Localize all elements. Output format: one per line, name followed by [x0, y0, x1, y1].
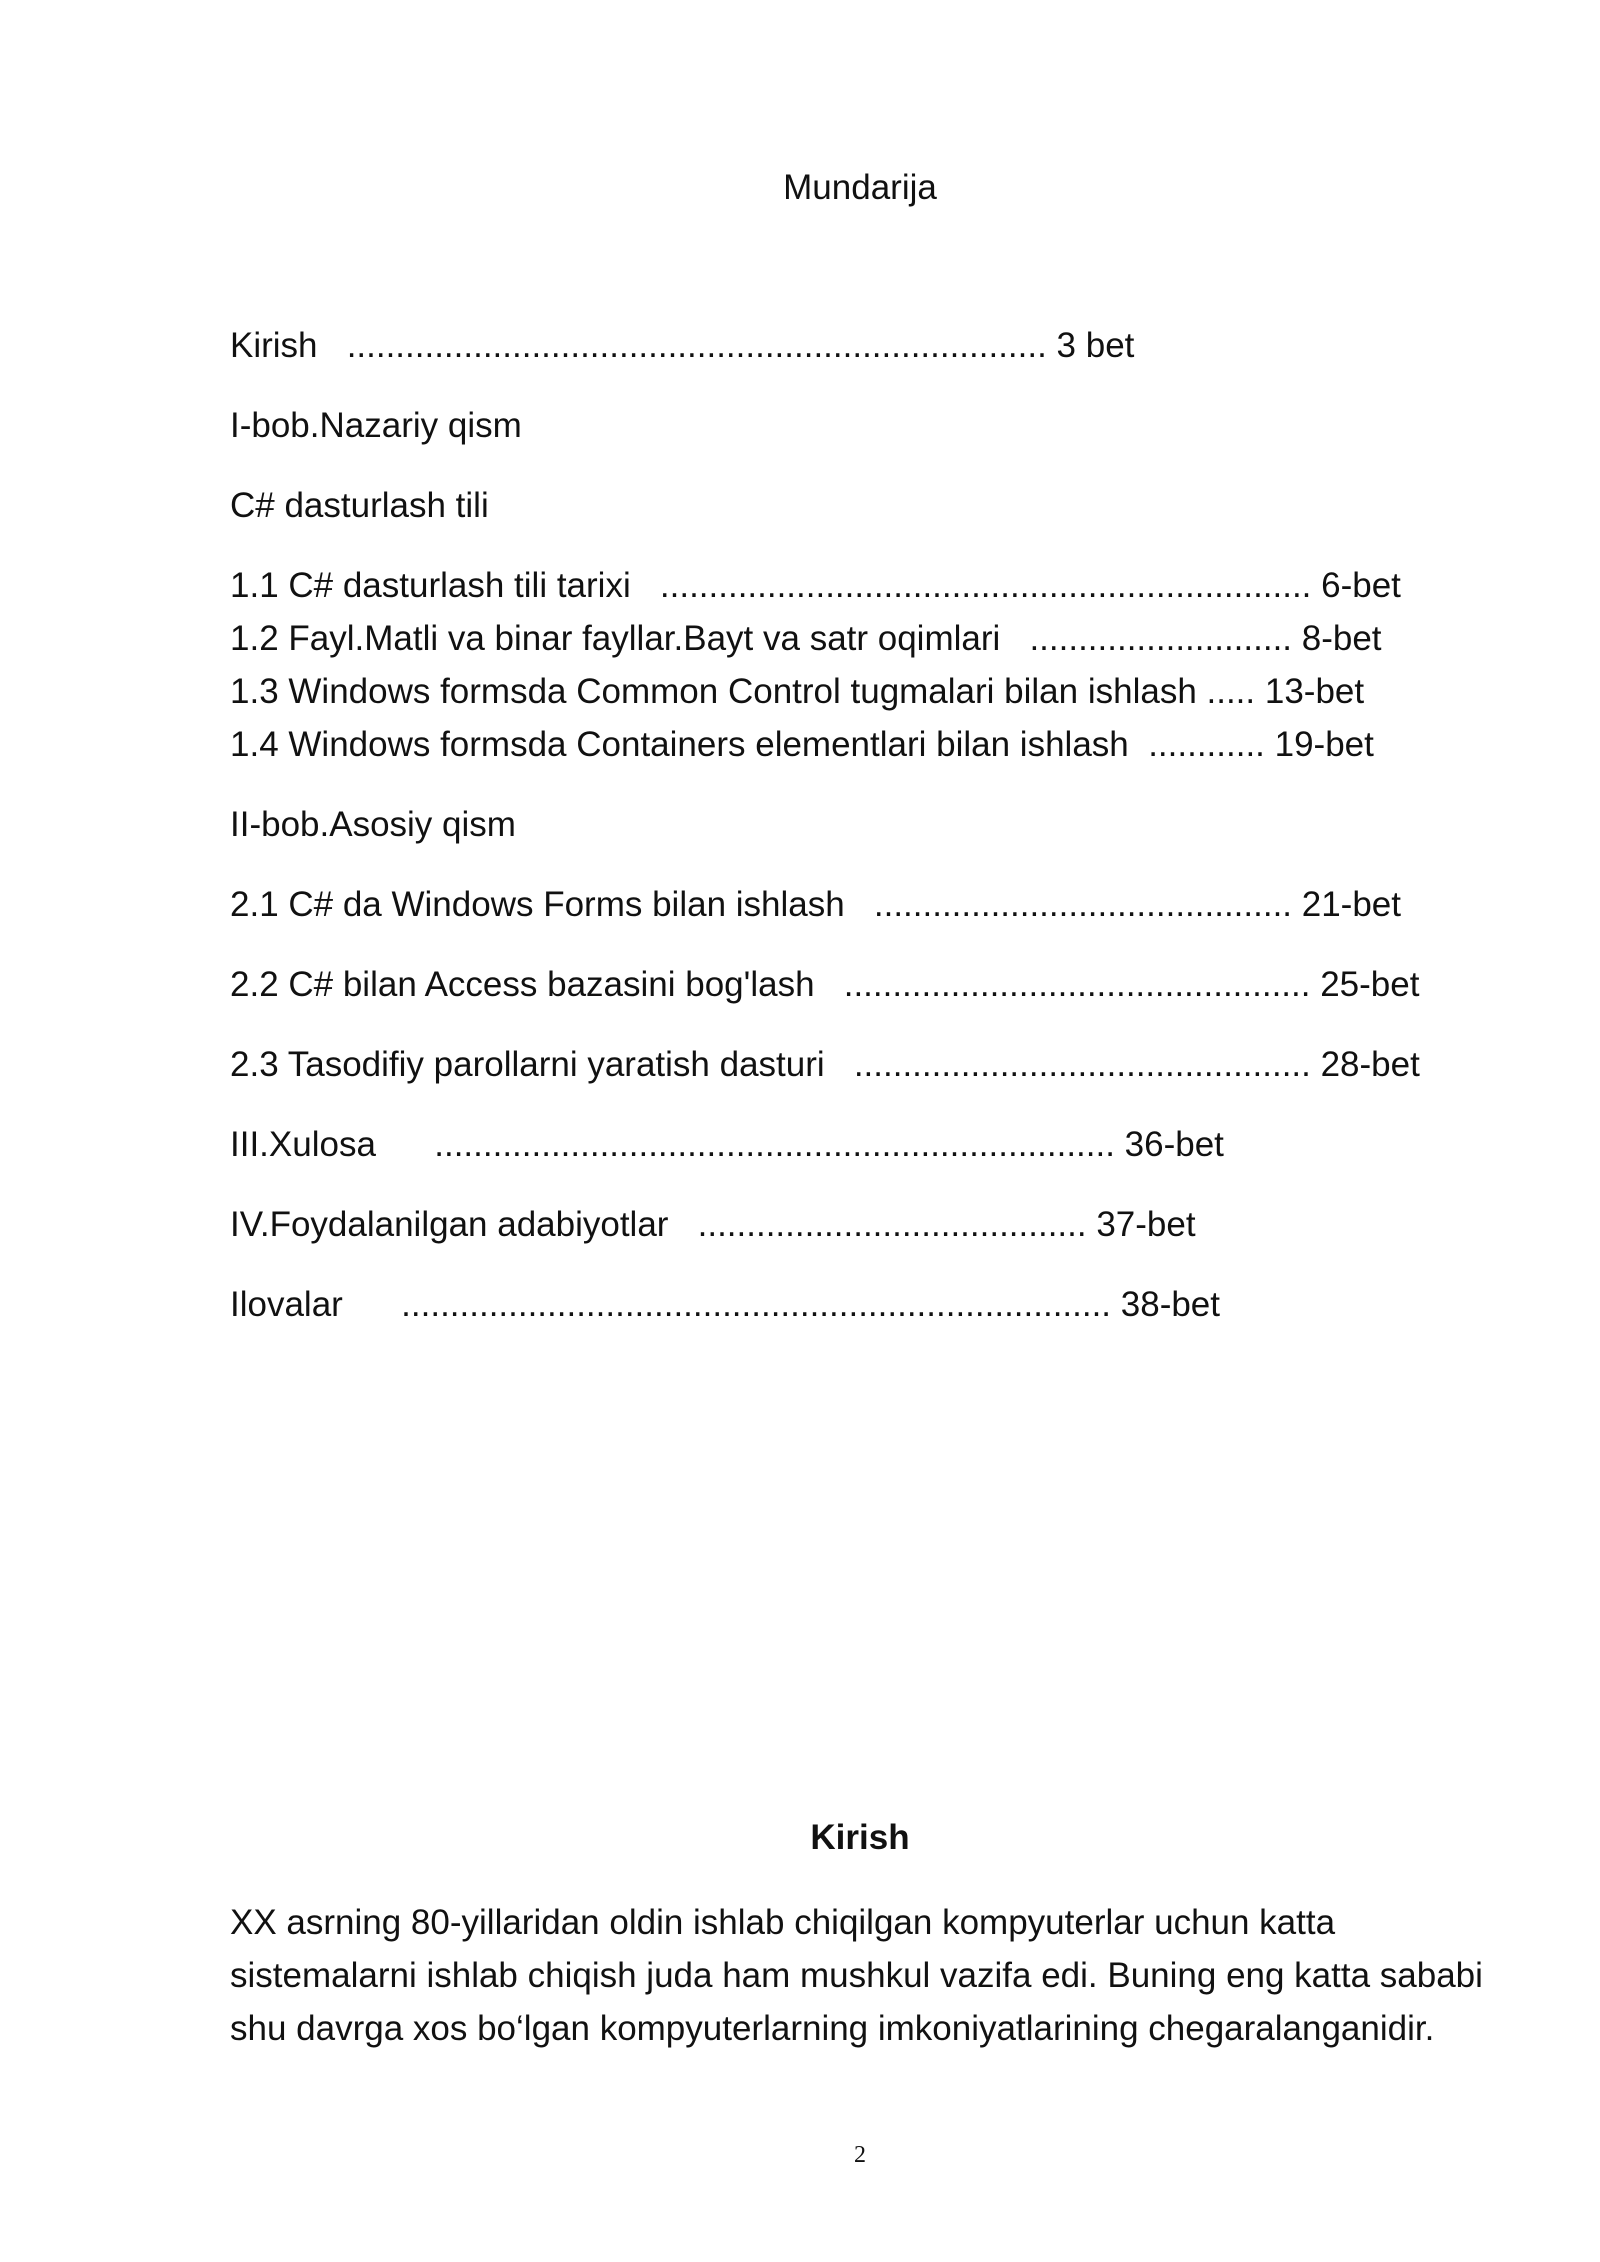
intro-line: shu davrga xos bo‘lgan kompyuterlarning imkoniyatlarining chegaralanganidir. [230, 2009, 1435, 2048]
toc-entry-xulosa: III.Xulosa ...................................................................... 36-bet [230, 1125, 1224, 1164]
toc-entry-references: IV.Foydalanilgan adabiyotlar ........................................ 37-bet [230, 1205, 1196, 1244]
toc-entry-1-1: 1.1 C# dasturlash tili tarixi ................................................................... 6-bet [230, 566, 1401, 605]
intro-paragraph [230, 1896, 1483, 2055]
toc-entry-csharp-language: C# dasturlash tili [230, 486, 489, 525]
intro-line: XX asrning 80-yillaridan oldin ishlab chiqilgan kompyuterlar uchun katta [230, 1903, 1336, 1942]
intro-line: sistemalarni ishlab chiqish juda ham mushkul vazifa edi. Buning eng katta sababi [230, 1956, 1483, 1995]
page-number: 2 [854, 2142, 866, 2168]
toc-entry-1-4: 1.4 Windows formsda Containers elementlari bilan ishlash ............ 19-bet [230, 725, 1374, 764]
toc-entry-2-2: 2.2 C# bilan Access bazasini bog'lash ................................................ 25-bet [230, 965, 1420, 1004]
toc-entry-chapter-2: II-bob.Asosiy qism [230, 805, 516, 844]
table-of-contents-title: Mundarija [783, 168, 937, 207]
toc-entry-appendices: Ilovalar ......................................................................... 38-bet [230, 1285, 1220, 1324]
toc-entry-chapter-1: I-bob.Nazariy qism [230, 406, 522, 445]
toc-entry-2-3: 2.3 Tasodifiy parollarni yaratish dasturi ............................................... 28-bet [230, 1045, 1420, 1084]
intro-heading: Kirish [810, 1818, 910, 1857]
toc-entry-1-3: 1.3 Windows formsda Common Control tugmalari bilan ishlash ..... 13-bet [230, 672, 1365, 711]
toc-entry-1-2: 1.2 Fayl.Matli va binar fayllar.Bayt va satr oqimlari ........................... 8-bet [230, 619, 1382, 658]
toc-entry-kirish: Kirish ........................................................................ 3 bet [230, 326, 1135, 365]
toc-entry-2-1: 2.1 C# da Windows Forms bilan ishlash ........................................... 21-bet [230, 885, 1401, 924]
